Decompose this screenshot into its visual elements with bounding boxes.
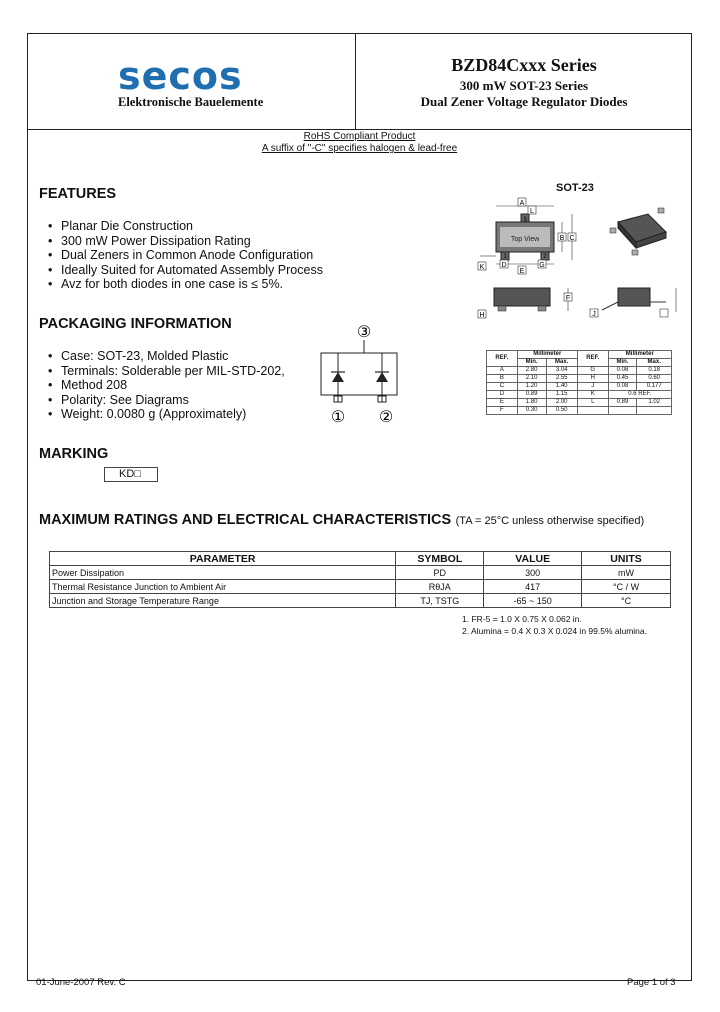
list-item: • Terminals: Solderable per MIL-STD-202, xyxy=(39,364,329,379)
svg-text:D: D xyxy=(501,262,507,269)
packaging-heading: PACKAGING INFORMATION xyxy=(39,316,232,332)
list-item xyxy=(39,378,329,393)
brand-tagline: Elektronische Bauelemente xyxy=(118,95,264,109)
list-item: • Dual Zeners in Common Anode Configuration xyxy=(39,248,359,263)
page-title: BZD84Cxxx Series xyxy=(451,55,597,75)
package-title: SOT-23 xyxy=(556,182,594,194)
features-list xyxy=(39,219,359,292)
svg-text:2: 2 xyxy=(543,254,547,260)
svg-text:L: L xyxy=(530,208,534,215)
svg-text:1: 1 xyxy=(503,254,507,260)
top-view-label: Top View xyxy=(510,236,540,243)
subtitle-series: 300 mW SOT-23 Series xyxy=(459,78,589,93)
list-item: • Case: SOT-23, Molded Plastic xyxy=(39,349,329,364)
diode-2 xyxy=(376,372,388,382)
table-row: A 2.80 3.04 G 0.08 0.18 xyxy=(487,367,672,375)
table-row: D 0.89 1.15 K 0.6 REF. xyxy=(487,391,672,399)
list-item: • Polarity: See Diagrams xyxy=(39,393,329,408)
note-1: 1. FR-5 = 1.0 X 0.75 X 0.062 in. xyxy=(462,614,582,624)
table-row: Power Dissipation PD 300 mW xyxy=(50,566,671,580)
marking-heading: MARKING xyxy=(39,446,109,462)
list-item: • 300 mW Power Dissipation Rating xyxy=(39,234,359,249)
dimensions-table: REF. Millimeter REF. Millimeter Min. Max. Min. Max. A 2.80 3.04 G 0.08 0.18 B 2.10 2.55 H 0.45 0.60 C 1.20 1.40 J 0.08 0.177 D 0.89 1.15 K 0.6 REF. E 1.80 2.00 L 0.89 1.02 F 0.30 0.50 xyxy=(486,350,672,415)
pin-2-label: ② xyxy=(378,407,394,426)
svg-text:B: B xyxy=(559,235,565,242)
svg-text:3: 3 xyxy=(523,217,527,223)
subtitle-description: Dual Zener Voltage Regulator Diodes xyxy=(420,94,628,109)
list-item: • Weight: 0.0080 g (Approximately) xyxy=(39,407,329,422)
pin-3-label: ③ xyxy=(356,322,372,341)
ratings-title xyxy=(39,511,644,529)
pin-1-label: ① xyxy=(330,407,346,426)
ratings-heading: MAXIMUM RATINGS AND ELECTRICAL CHARACTERISTICS xyxy=(39,512,452,528)
header-divider xyxy=(27,129,692,130)
footer-page: Page 1 of 3 xyxy=(627,977,676,988)
brand-logo: secos xyxy=(118,54,243,98)
svg-text:A: A xyxy=(519,200,525,207)
side-view-body xyxy=(494,288,550,306)
list-item: • Planar Die Construction xyxy=(39,219,359,234)
package-drawing xyxy=(470,192,680,327)
features-heading: FEATURES xyxy=(39,186,117,202)
end-view-body xyxy=(618,288,650,306)
marking-code: KD□ xyxy=(104,467,158,482)
diode-1 xyxy=(332,372,344,382)
list-item: • Avz for both diodes in one case is ≤ 5%. xyxy=(39,277,359,292)
svg-text:H: H xyxy=(479,312,485,319)
table-row: Junction and Storage Temperature Range TJ, TSTG -65 ~ 150 °C xyxy=(50,594,671,608)
table-row: B 2.10 2.55 H 0.45 0.60 xyxy=(487,375,672,383)
table-row: Thermal Resistance Junction to Ambient Air RθJA 417 °C / W xyxy=(50,580,671,594)
svg-text:G: G xyxy=(539,262,545,269)
table-header-row: PARAMETER SYMBOL VALUE UNITS xyxy=(50,552,671,566)
circuit-diagram xyxy=(316,320,406,430)
halogen-note: A suffix of "-C" specifies halogen & lead-free xyxy=(261,143,458,154)
table-row: C 1.20 1.40 J 0.08 0.177 xyxy=(487,383,672,391)
rohs-note: RoHS Compliant Product xyxy=(303,131,416,142)
footer-date: 01-June-2007 Rev. C xyxy=(36,977,126,988)
svg-text:C: C xyxy=(569,235,575,242)
table-row: E 1.80 2.00 L 0.89 1.02 xyxy=(487,399,672,407)
svg-text:F: F xyxy=(565,295,571,302)
list-item: • Ideally Suited for Automated Assembly Process xyxy=(39,263,359,278)
ratings-table xyxy=(49,551,671,608)
list-item-continuation: Method 208 xyxy=(61,378,128,392)
svg-text:K: K xyxy=(479,264,485,271)
svg-text:J: J xyxy=(592,311,596,318)
svg-text:E: E xyxy=(519,268,525,275)
packaging-list xyxy=(39,349,329,422)
circuit-box xyxy=(321,353,397,395)
ratings-condition: (TA = 25°C unless otherwise specified) xyxy=(455,515,645,527)
note-2: 2. Alumina = 0.4 X 0.3 X 0.024 in 99.5% alumina. xyxy=(462,626,647,636)
page-frame xyxy=(27,33,692,981)
table-row: F 0.30 0.50 xyxy=(487,407,672,415)
